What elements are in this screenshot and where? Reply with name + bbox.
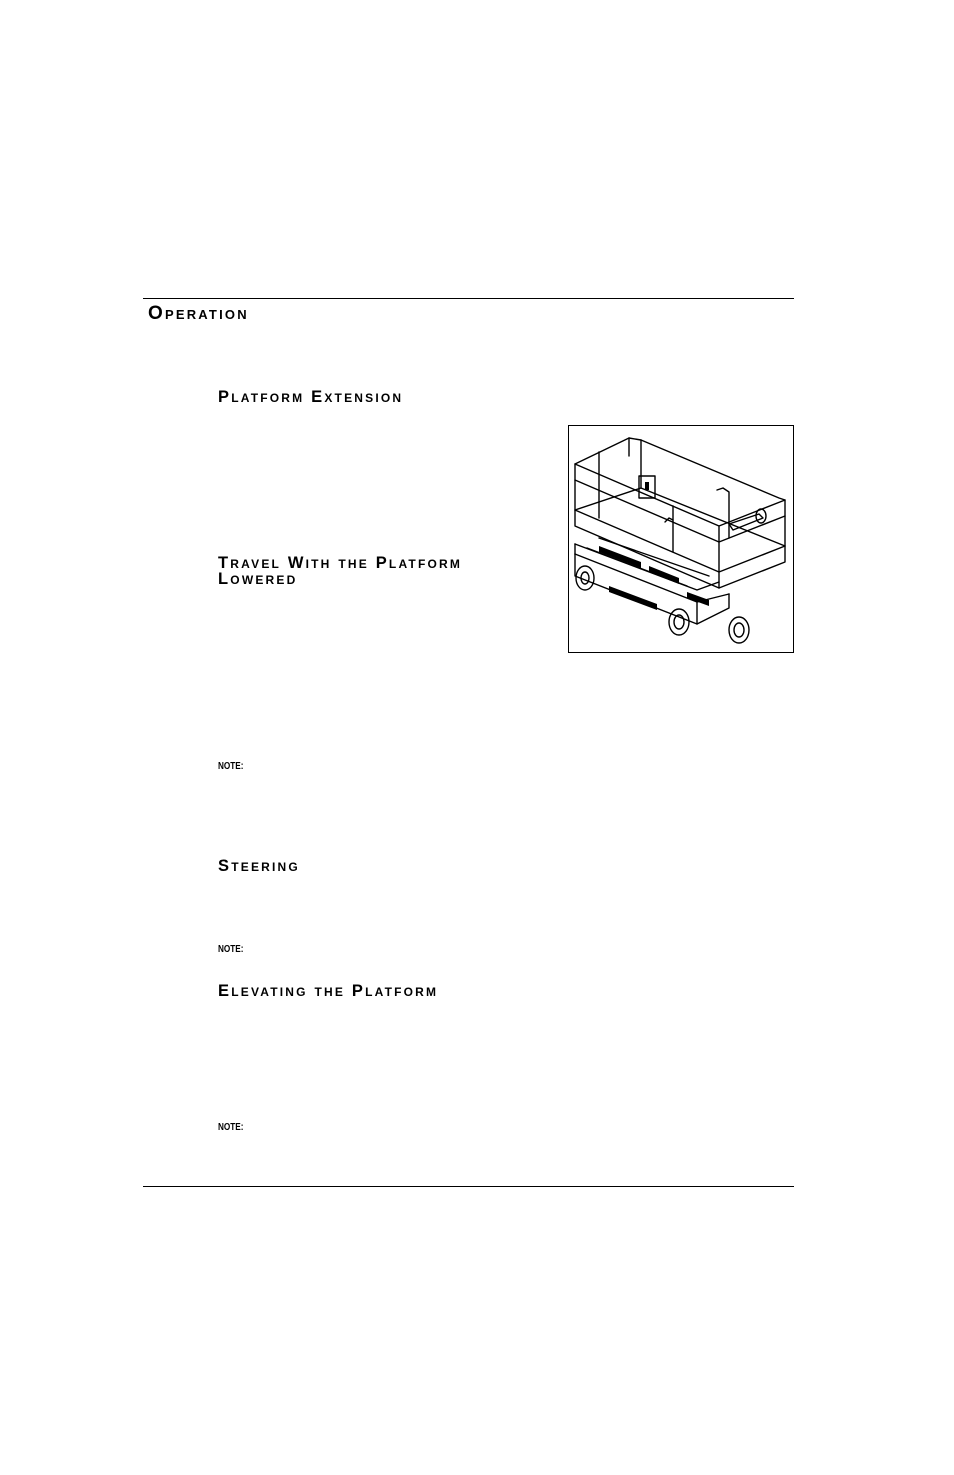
note-label: NOTE: bbox=[218, 1122, 244, 1133]
note-label: NOTE: bbox=[218, 944, 244, 955]
section-heading-elevating-the-platform: Elevating the Platform bbox=[218, 982, 439, 1000]
note-label: NOTE: bbox=[218, 761, 244, 772]
section-heading-line-2: Lowered bbox=[218, 570, 298, 588]
footer-rule bbox=[143, 1186, 794, 1187]
scissor-lift-illustration-icon bbox=[569, 426, 793, 652]
chapter-title: Operation bbox=[148, 303, 249, 324]
scissor-lift-figure bbox=[568, 425, 794, 653]
section-heading-travel-with-platform-lowered bbox=[218, 555, 462, 587]
section-heading-platform-extension: Platform Extension bbox=[218, 388, 404, 406]
header-rule bbox=[143, 298, 794, 299]
section-heading-steering: Steering bbox=[218, 857, 300, 875]
section-heading-line-1: Travel With the Platform bbox=[218, 554, 463, 572]
